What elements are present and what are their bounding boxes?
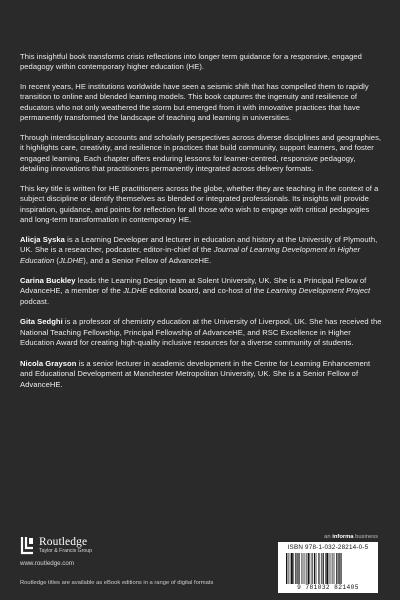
journal-abbr: JLDHE [58,255,84,265]
author-name: Nicola Grayson [20,358,77,368]
bio-text: editorial board, and co-host of the [147,286,267,296]
ebook-note: Routledge titles are available as eBook editions in a range of digital formats [20,580,214,586]
journal-abbr: JLDHE [123,286,148,296]
publisher-sub: Taylor & Francis Group [39,548,93,555]
informa-suffix: business [353,534,378,540]
bio-text: ), and a Senior Fellow of AdvanceHE. [83,255,212,265]
cover-footer [0,528,400,600]
bio-text: is a senior lecturer in academic development in the Centre for Learning Enhancement and Educational Development at Manchester Metropolitan University, UK. She is a Senior Fellow of AdvanceHE. [20,358,371,389]
barcode-icon [286,553,370,584]
barcode-digits: 9 781032 821405 [297,584,359,591]
bio-text: is a professor of chemistry education at the University of Liverpool, UK. She has received the National Teaching Fellowship, Principal Fellowship of AdvanceHE, and RSC Excellence in Higher Education Award for creating high-quality inclusive resources for a diverse community of students. [20,317,382,348]
podcast-title: Learning Development Project [266,286,371,296]
bio-buckley [20,276,382,307]
bio-syska [20,235,382,266]
publisher-name: Routledge [39,535,88,548]
author-name: Alicja Syska [20,234,65,244]
bio-text: ( [54,255,59,265]
description-paragraph-2: In recent years, HE institutions worldwide have seen a seismic shift that has compelled them to rapidly transition to online and blended learning models. This book captures the ingenuity and resilience of educators who not only weathered the storm but emerged from it with innovative practices that have permanently transformed the landscape of teaching and learning in universities. [20,81,369,123]
author-name: Carina Buckley [20,275,76,285]
description-paragraph-1: This insightful book transforms crisis reflections into longer term guidance for a responsive, engaged pedagogy within contemporary higher education (HE). [20,52,362,72]
author-name: Gita Sedghi [20,317,63,327]
bio-text: podcast. [20,296,50,306]
bio-sedghi [20,317,382,348]
publisher-website: www.routledge.com [20,560,74,567]
journal-title: Journal of Learning Development in Higher Education [20,245,361,265]
isbn-barcode [278,542,378,593]
description-paragraph-4: This key title is written for HE practitioners across the globe, whether they are teaching in the context of a subject discipline or identify themselves as blended or integrated professionals. Its insights will provide inspiration, guidance, and points for reflection for all those who wish to engage with critical pedagogies and long-term transformation in contemporary HE. [20,183,379,225]
bio-grayson [20,359,382,390]
description-paragraph-3: Through interdisciplinary accounts and scholarly perspectives across diverse disciplines and geographies, it highlights care, creativity, and resilience in practices that build community, support learners, and foster engaged learning. Each chapter offers enduring lessons for learner-centred, responsive pedagogy, detailing innovations that practitioners permanently integrated across delivery formats. [20,132,382,174]
publisher-logo [20,536,92,555]
bio-text: is a Learning Developer and lecturer in education and history at the University of Plymouth, UK. She is a researcher, podcaster, editor-in-chief of the [20,234,378,255]
blurb [20,52,382,400]
informa-brand: informa [332,534,354,540]
isbn-text: ISBN 978-1-032-28214-0-5 [287,544,369,551]
bio-text: leads the Learning Design team at Solent University, UK. She is a Principal Fellow of AdvanceHE, a member of the [20,275,367,296]
informa-prefix: an [324,534,333,540]
informa-business-label [324,534,378,540]
routledge-logo-icon [20,536,35,555]
